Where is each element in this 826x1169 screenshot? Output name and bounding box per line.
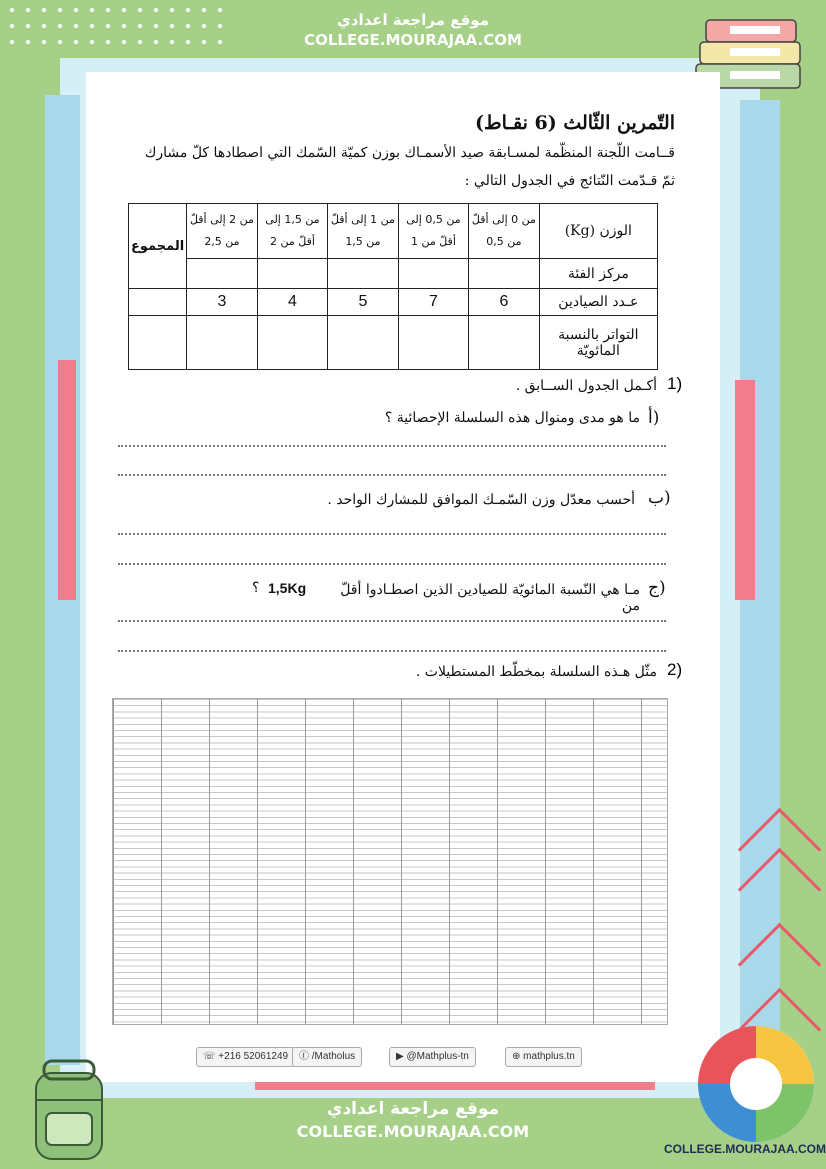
youtube-icon: ▶	[396, 1051, 407, 1062]
graph-paper-grid[interactable]	[112, 698, 668, 1025]
table-row-center-label: مركز الفئة	[539, 259, 657, 289]
exercise-intro: قــامت اللّجنة المنظّمة لمسـابقة صيد الأسمـاك بوزن كميّة السّمك التي اصطادها كلّ مشارك	[144, 145, 675, 161]
answer-line[interactable]	[118, 533, 666, 535]
table-class-2: من 0,5 إلى أقلّ من 1	[398, 204, 468, 259]
table-cell-empty[interactable]	[257, 316, 327, 370]
bottom-banner	[268, 1085, 558, 1155]
table-cell-empty[interactable]	[328, 259, 398, 289]
frame-pink-left	[58, 360, 76, 600]
table-cell-empty[interactable]	[469, 259, 539, 289]
answer-line[interactable]	[118, 563, 666, 565]
website-link[interactable]: ⊕ mathplus.tn	[505, 1047, 582, 1067]
question-c-text: مـا هي النّسبة المائويّة للصيادين الذين اصطـادوا أقلّ من	[340, 582, 640, 614]
table-class-4: من 1,5 إلى أقلّ من 2	[257, 204, 327, 259]
table-cell-empty[interactable]	[129, 316, 187, 370]
answer-line[interactable]	[118, 650, 666, 652]
top-banner-title: موقع مراجعة اعدادي	[337, 11, 489, 29]
table-class-1: من 0 إلى أقلّ من 0,5	[469, 204, 539, 259]
facebook-link[interactable]: ⓕ /Matholus	[292, 1047, 362, 1067]
phone-contact[interactable]: ☏ +216 52061249	[196, 1047, 295, 1067]
facebook-icon: ⓕ	[299, 1051, 312, 1062]
youtube-link[interactable]: ▶ @Mathplus-tn	[389, 1047, 476, 1067]
table-cell-empty[interactable]	[398, 259, 468, 289]
table-cell-empty[interactable]	[469, 316, 539, 370]
question-1-number: 1)	[667, 374, 683, 393]
question-2-number: 2)	[667, 660, 683, 679]
table-count-cell: 5	[328, 289, 398, 316]
table-class-3: من 1 إلى أقلّ من 1,5	[328, 204, 398, 259]
question-c-label: ج)	[648, 578, 666, 598]
answer-line[interactable]	[118, 620, 666, 622]
table-cell-empty[interactable]	[187, 259, 258, 289]
question-b-text: أحسب معدّل وزن السّمـك الموافق للمشارك الواحد .	[327, 492, 635, 508]
question-a-text: ما هو مدى ومنوال هذه السلسلة الإحصائية ؟	[384, 410, 640, 426]
site-logo-icon	[694, 1022, 818, 1146]
table-cell-empty[interactable]	[398, 316, 468, 370]
table-total-header: المجموع	[129, 204, 187, 289]
table-row-count-label: عـدد الصيادين	[539, 289, 657, 316]
bottom-banner-url[interactable]: COLLEGE.MOURAJAA.COM	[296, 1122, 530, 1141]
question-c-end: ؟	[252, 580, 260, 596]
table-cell-empty[interactable]	[129, 289, 187, 316]
data-table	[128, 203, 658, 370]
answer-line[interactable]	[118, 445, 666, 447]
brand-url[interactable]: COLLEGE.MOURAJAA.COM	[664, 1142, 826, 1156]
dots-decoration	[0, 0, 240, 60]
table-header-weight: الوزن (Kg)	[539, 204, 657, 259]
exercise-title: التّمرين الثّالث (6 نقـاط)	[475, 112, 675, 134]
question-2-text: مثّل هـذه السلسلة بمخطّط المستطيلات .	[415, 664, 657, 680]
frame-pink-right	[735, 380, 755, 600]
question-c-value: 1,5Kg	[268, 580, 307, 596]
top-banner	[265, 0, 561, 58]
exercise-intro-2: ثمّ قـدّمت النّتائج في الجدول التالي :	[464, 173, 675, 189]
table-cell-empty[interactable]	[328, 316, 398, 370]
question-b-label: ب)	[648, 488, 671, 508]
table-class-5: من 2 إلى أقلّ من 2,5	[187, 204, 258, 259]
whatsapp-icon: ☏	[203, 1051, 219, 1062]
table-count-cell: 3	[187, 289, 258, 316]
question-a-label: أ)	[648, 408, 660, 428]
table-count-cell: 7	[398, 289, 468, 316]
table-count-cell: 6	[469, 289, 539, 316]
bottom-banner-title: موقع مراجعة اعدادي	[326, 1099, 500, 1119]
backpack-icon	[14, 1055, 124, 1165]
table-count-cell: 4	[257, 289, 327, 316]
top-banner-url[interactable]: COLLEGE.MOURAJAA.COM	[304, 31, 522, 49]
globe-icon: ⊕	[512, 1051, 524, 1062]
table-cell-empty[interactable]	[187, 316, 258, 370]
table-cell-empty[interactable]	[257, 259, 327, 289]
table-row-freq-label: التواتر بالنسبة المائويّة	[539, 316, 657, 370]
question-1-text: أكـمل الجدول الســابق .	[515, 378, 657, 394]
answer-line[interactable]	[118, 474, 666, 476]
